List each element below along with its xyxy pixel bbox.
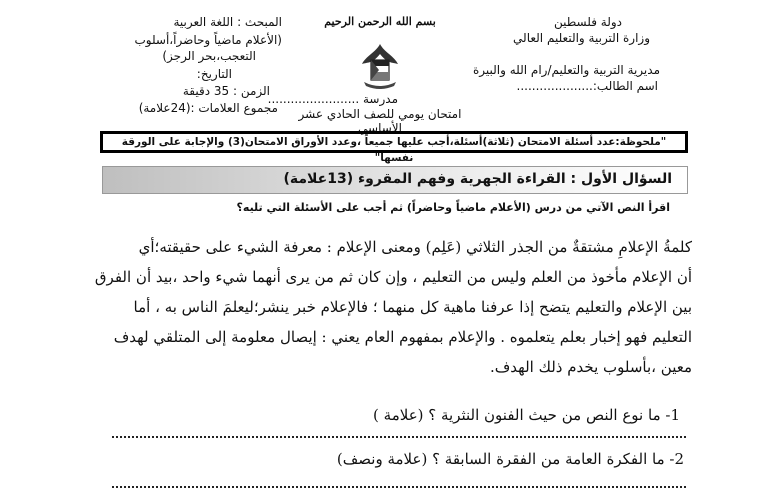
exam-note: "ملحوظة:عدد أسئلة الامتحان (ثلاثة)أسئلة،أجب عليها جميعاً ،وعدد الأوراق الامتحان(3) والإجابة على الورقة نفسها" — [121, 136, 667, 164]
time-label: الزمن : 35 دقيقة — [182, 84, 270, 98]
directorate-label: مديرية التربية والتعليم/رام الله والبيرة — [472, 63, 660, 77]
passage-line-3: بين الإعلام والتعليم يتضح إذا عرفنا ماهية كل منهما ؛ فالإعلام خبر ينشر؛ليعلمَ الناس به ، أما — [133, 298, 692, 316]
exam-title-level: الأساسي — [358, 121, 402, 135]
topic-line-2: التعجب،بحر الرجز) — [162, 49, 256, 63]
country-label: دولة فلسطين — [553, 15, 622, 29]
passage-line-2: أن الإعلام مأخوذ من العلم وليس من التعليم ، وإن كان ثم من يرى أنهما شيء واحد ،بيد أن الفرق — [94, 268, 692, 286]
topic-line-1: (الأعلام ماضياً وحاضراً،أسلوب — [134, 33, 282, 47]
answer-line[interactable] — [112, 436, 686, 438]
palestine-emblem-icon — [358, 42, 402, 90]
exam-title: امتحان يومي للصف الحادي عشر — [298, 107, 462, 121]
header-center — [290, 14, 470, 30]
question-item: 2- ما الفكرة العامة من الفقرة السابقة ؟ (علامة ونصف) — [336, 450, 684, 468]
passage-line-5: معين ،بأسلوب يخدم ذلك الهدف. — [489, 358, 692, 376]
question-1-title: السؤال الأول : القراءة الجهرية وفهم المقروء (13علامة) — [283, 171, 672, 187]
total-marks-label: مجموع العلامات :(24علامة) — [138, 101, 278, 115]
school-field[interactable]: مدرسة ........................ — [267, 92, 398, 106]
exam-note-box — [100, 131, 688, 164]
question-1-instruction: اقرأ النص الآتي من درس (الأعلام ماضياً وحاضراً) ثم أجب على الأسئلة التي تليه؟ — [236, 201, 670, 214]
student-name-field[interactable]: اسم الطالب:.................... — [516, 79, 658, 93]
date-label: التاريخ: — [196, 67, 232, 81]
passage-line-4: التعليم فهو إخبار بعلم يتعلموه . والإعلام بمفهوم العام يعني : إيصال معلومة إلى المتلقي لهدف — [113, 328, 692, 346]
header-right — [472, 14, 660, 94]
ministry-label: وزارة التربية والتعليم العالي — [513, 31, 650, 45]
answer-line[interactable] — [112, 486, 686, 488]
bismillah: بسم الله الرحمن الرحيم — [324, 15, 436, 28]
subject-label: المبحث : اللغة العربية — [173, 15, 282, 29]
question-item: 1- ما نوع النص من حيث الفنون النثرية ؟ (علامة ) — [373, 406, 680, 424]
passage-line-1: كلمةُ الإعلامِ مشتقةٌ من الجذر الثلاثي (عَلِم) ومعنى الإعلام : معرفة الشيء على حقيقته؛أي — [138, 238, 692, 256]
